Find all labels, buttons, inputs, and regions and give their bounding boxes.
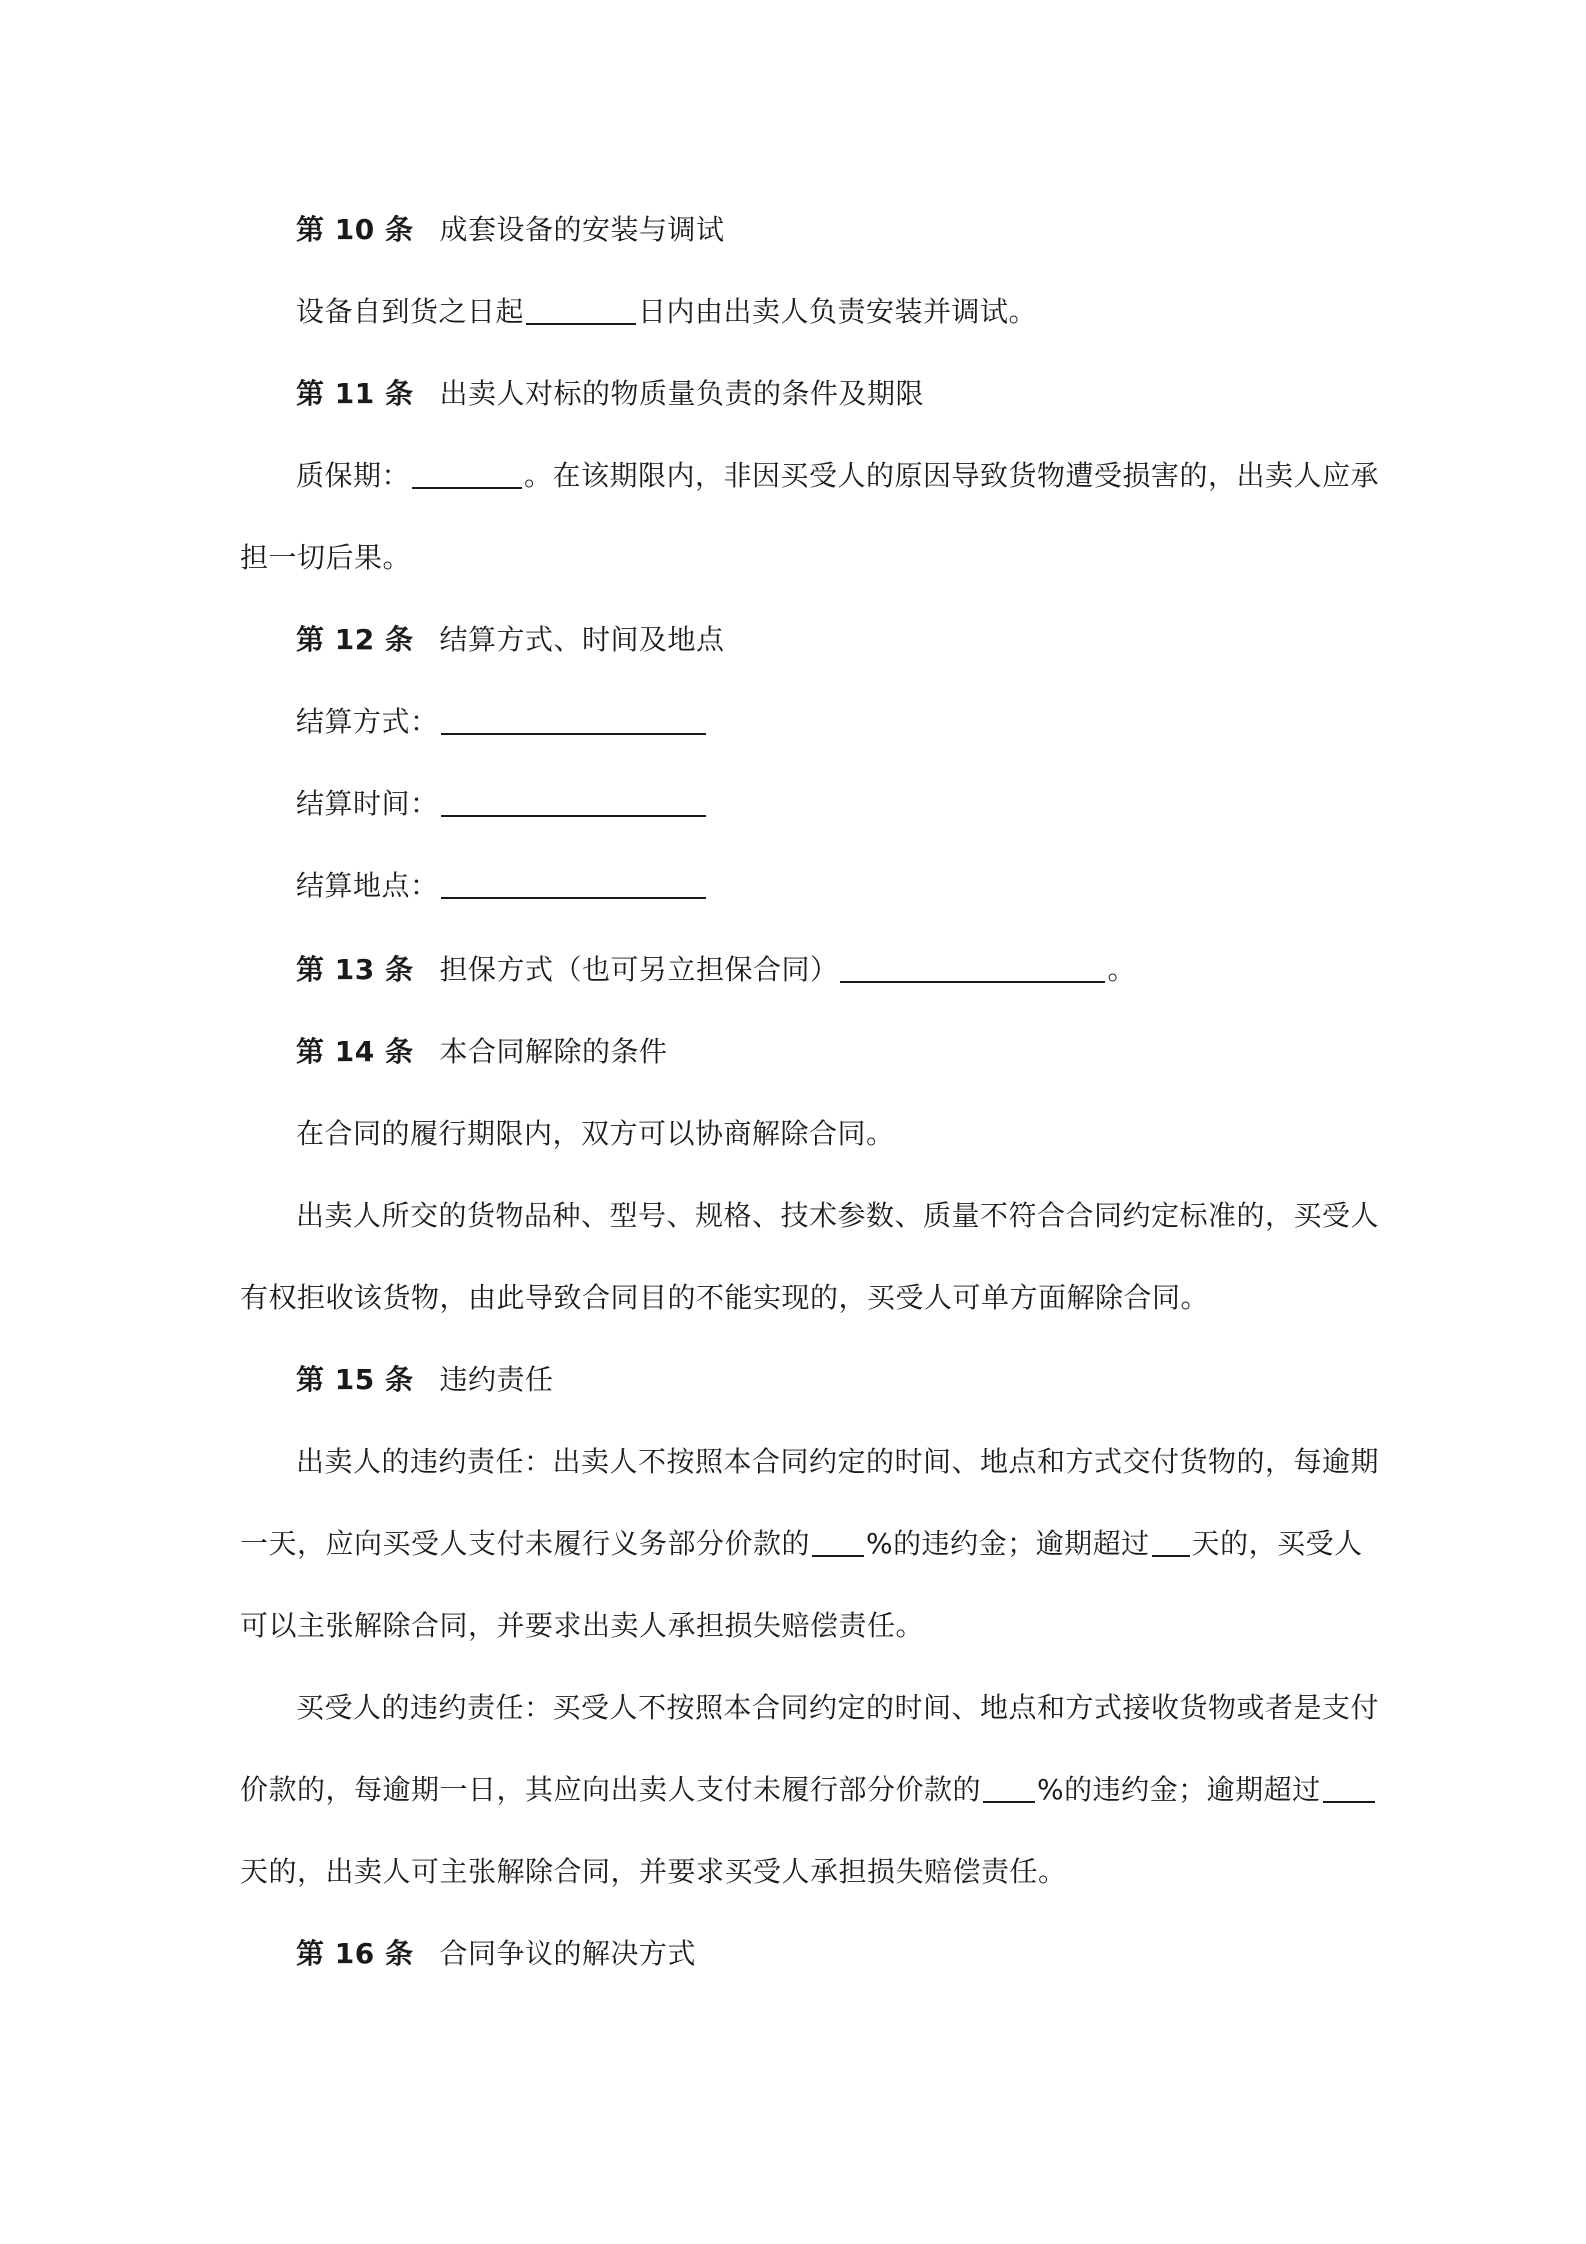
text: 。 [1107, 953, 1136, 986]
article-number: 第 13 条 [296, 953, 414, 986]
fill-in-blank-days[interactable] [1152, 1525, 1190, 1557]
seller-liability-line3: 可以主张解除合同，并要求出卖人承担损失赔偿责任。 [240, 1609, 925, 1642]
fill-in-blank-percent[interactable] [983, 1771, 1035, 1803]
article-number: 第 14 条 [296, 1035, 414, 1068]
article-12-heading [296, 620, 724, 660]
article-14-para1: 在合同的履行期限内，双方可以协商解除合同。 [296, 1117, 895, 1150]
article-13-heading [296, 950, 1136, 990]
article-16-heading [296, 1934, 696, 1974]
article-number: 第 11 条 [296, 377, 414, 410]
seller-liability-line1: 出卖人的违约责任：出卖人不按照本合同约定的时间、地点和方式交付货物的，每逾期 [296, 1445, 1380, 1478]
article-title: 结算方式、时间及地点 [439, 623, 725, 656]
article-11-body-line1 [296, 456, 1379, 496]
text: 设备自到货之日起 [296, 295, 525, 328]
settlement-method [296, 702, 708, 742]
article-14-heading [296, 1032, 667, 1072]
settlement-place [296, 866, 708, 906]
fill-in-blank-guarantee[interactable] [840, 951, 1105, 983]
fill-in-blank-warranty[interactable] [412, 457, 522, 489]
fill-in-blank-days[interactable] [1323, 1771, 1375, 1803]
article-14-para2-line1: 出卖人所交的货物品种、型号、规格、技术参数、质量不符合合同约定标准的，买受人 [296, 1199, 1380, 1232]
label: 结算方式： [296, 705, 439, 738]
buyer-liability-line3: 天的，出卖人可主张解除合同，并要求买受人承担损失赔偿责任。 [240, 1855, 1067, 1888]
fill-in-blank-percent[interactable] [812, 1525, 864, 1557]
settlement-time [296, 784, 708, 824]
text: 日内由出卖人负责安装并调试。 [638, 295, 1038, 328]
article-number: 第 16 条 [296, 1937, 414, 1970]
buyer-liability-line1: 买受人的违约责任：买受人不按照本合同约定的时间、地点和方式接收货物或者是支付 [296, 1691, 1380, 1724]
buyer-liability-line2 [240, 1770, 1377, 1810]
label: 结算地点： [296, 869, 439, 902]
fill-in-blank-place[interactable] [441, 867, 706, 899]
seller-liability-line2 [240, 1524, 1363, 1564]
article-title: 违约责任 [439, 1363, 554, 1396]
article-title: 出卖人对标的物质量负责的条件及期限 [439, 377, 924, 410]
text: 。在该期限内，非因买受人的原因导致货物遭受损害的，出卖人应承 [524, 459, 1380, 492]
text: 价款的，每逾期一日，其应向出卖人支付未履行部分价款的 [240, 1773, 982, 1806]
article-title: 合同争议的解决方式 [439, 1937, 696, 1970]
fill-in-blank-method[interactable] [441, 703, 706, 735]
article-number: 第 15 条 [296, 1363, 414, 1396]
article-title: 成套设备的安装与调试 [439, 213, 725, 246]
article-title: 担保方式（也可另立担保合同） [439, 953, 839, 986]
label: 质保期： [296, 459, 411, 492]
article-10-heading [296, 210, 724, 250]
text: 天的，买受人 [1191, 1527, 1363, 1560]
text: %的违约金；逾期超过 [866, 1527, 1150, 1560]
article-title: 本合同解除的条件 [439, 1035, 668, 1068]
article-11-body-line2: 担一切后果。 [240, 541, 412, 574]
article-number: 第 12 条 [296, 623, 414, 656]
text: 一天，应向买受人支付未履行义务部分价款的 [240, 1527, 811, 1560]
article-10-body [296, 292, 1037, 332]
article-11-heading [296, 374, 924, 414]
text: %的违约金；逾期超过 [1037, 1773, 1321, 1806]
article-14-para2-line2: 有权拒收该货物，由此导致合同目的不能实现的，买受人可单方面解除合同。 [240, 1281, 1210, 1314]
article-number: 第 10 条 [296, 213, 414, 246]
label: 结算时间： [296, 787, 439, 820]
fill-in-blank-time[interactable] [441, 785, 706, 817]
article-15-heading [296, 1360, 553, 1400]
fill-in-blank-days[interactable] [526, 293, 636, 325]
